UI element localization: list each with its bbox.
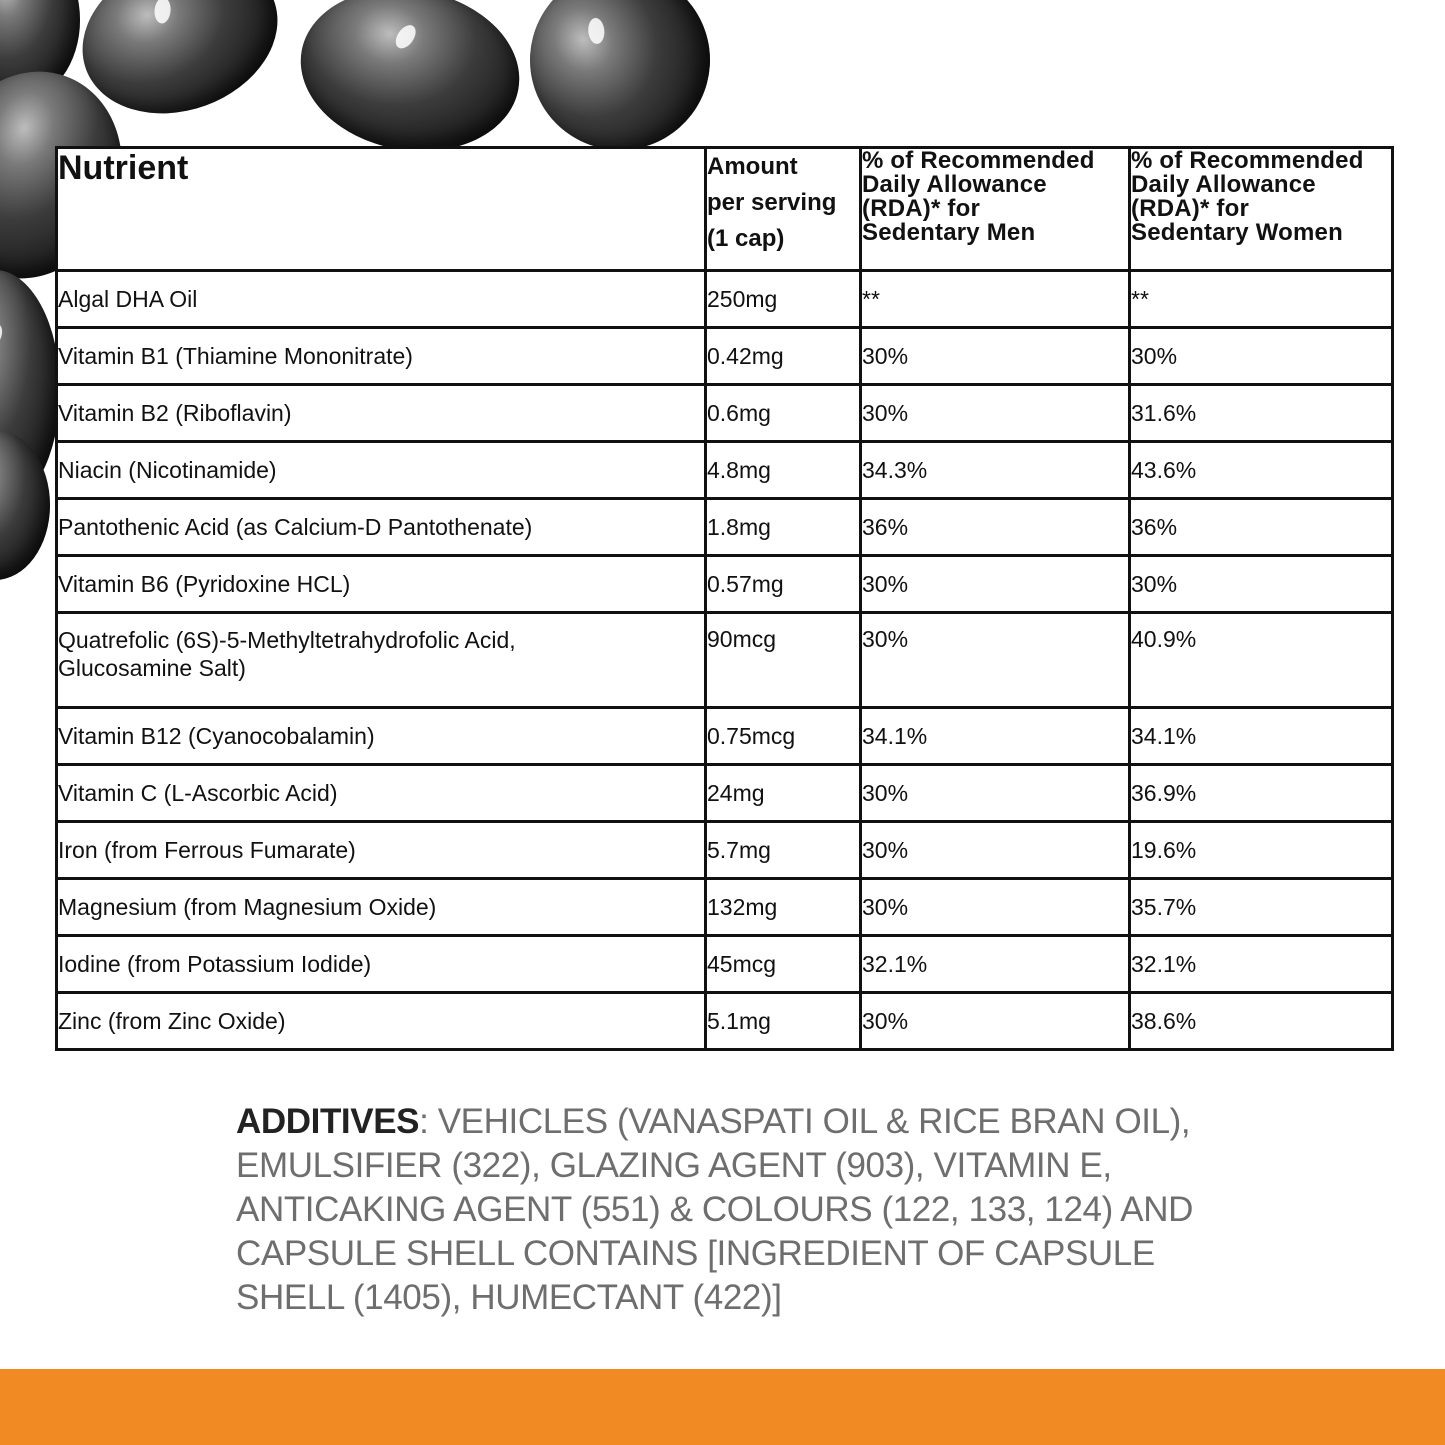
nutrient-cell: Niacin (Nicotinamide) bbox=[57, 442, 706, 499]
rda-men-cell: 36% bbox=[861, 499, 1130, 556]
amount-cell: 45mcg bbox=[706, 936, 861, 993]
rda-women-cell: 34.1% bbox=[1130, 708, 1393, 765]
amount-cell: 5.7mg bbox=[706, 822, 861, 879]
rda-men-cell: 30% bbox=[861, 613, 1130, 708]
nutrient-cell: Iodine (from Potassium Iodide) bbox=[57, 936, 706, 993]
nutrient-cell: Quatrefolic (6S)-5-Methyltetrahydrofolic Acid, Glucosamine Salt) bbox=[57, 613, 706, 708]
nutrient-cell: Magnesium (from Magnesium Oxide) bbox=[57, 879, 706, 936]
table-row bbox=[57, 613, 1393, 708]
header-nutrient: Nutrient bbox=[57, 148, 706, 271]
rda-women-cell: 31.6% bbox=[1130, 385, 1393, 442]
rda-men-cell: 30% bbox=[861, 556, 1130, 613]
rda-women-cell: ** bbox=[1130, 271, 1393, 328]
table-row bbox=[57, 499, 1393, 556]
amount-cell: 0.6mg bbox=[706, 385, 861, 442]
table-row bbox=[57, 271, 1393, 328]
amount-cell: 250mg bbox=[706, 271, 861, 328]
amount-cell: 1.8mg bbox=[706, 499, 861, 556]
table-row bbox=[57, 328, 1393, 385]
nutrient-cell: Zinc (from Zinc Oxide) bbox=[57, 993, 706, 1050]
rda-men-cell: 30% bbox=[861, 879, 1130, 936]
rda-women-cell: 35.7% bbox=[1130, 879, 1393, 936]
table-row bbox=[57, 993, 1393, 1050]
rda-men-cell: 30% bbox=[861, 822, 1130, 879]
table-row bbox=[57, 879, 1393, 936]
nutrient-cell: Vitamin B12 (Cyanocobalamin) bbox=[57, 708, 706, 765]
table-row bbox=[57, 936, 1393, 993]
rda-women-cell: 36% bbox=[1130, 499, 1393, 556]
rda-men-cell: 34.3% bbox=[861, 442, 1130, 499]
rda-women-cell: 19.6% bbox=[1130, 822, 1393, 879]
table-row bbox=[57, 556, 1393, 613]
rda-men-cell: ** bbox=[861, 271, 1130, 328]
amount-cell: 24mg bbox=[706, 765, 861, 822]
rda-women-cell: 36.9% bbox=[1130, 765, 1393, 822]
header-rda-women: % of Recommended Daily Allowance (RDA)* for Sedentary Women bbox=[1130, 148, 1393, 271]
amount-cell: 0.75mcg bbox=[706, 708, 861, 765]
nutrient-cell: Pantothenic Acid (as Calcium-D Pantothenate) bbox=[57, 499, 706, 556]
nutrition-table bbox=[55, 146, 1394, 1051]
rda-men-cell: 30% bbox=[861, 385, 1130, 442]
table-row bbox=[57, 385, 1393, 442]
table-row bbox=[57, 822, 1393, 879]
footer-accent-bar bbox=[0, 1369, 1445, 1445]
amount-cell: 0.57mg bbox=[706, 556, 861, 613]
rda-women-cell: 30% bbox=[1130, 556, 1393, 613]
rda-men-cell: 30% bbox=[861, 993, 1130, 1050]
rda-men-cell: 30% bbox=[861, 765, 1130, 822]
nutrient-cell: Iron (from Ferrous Fumarate) bbox=[57, 822, 706, 879]
table-row bbox=[57, 442, 1393, 499]
rda-women-cell: 43.6% bbox=[1130, 442, 1393, 499]
amount-cell: 90mcg bbox=[706, 613, 861, 708]
additives-text: : VEHICLES (VANASPATI OIL & RICE BRAN OIL), EMULSIFIER (322), GLAZING AGENT (903), VITAMIN E, ANTICAKING AGENT (551) & COLOURS (122, 133, 124) AND CAPSULE SHELL CONTAINS [INGREDIENT OF CAPSULE SHELL (1405), HUMECTANT (422)] bbox=[236, 1102, 1193, 1317]
rda-women-cell: 38.6% bbox=[1130, 993, 1393, 1050]
nutrient-cell: Vitamin B6 (Pyridoxine HCL) bbox=[57, 556, 706, 613]
nutrient-cell: Algal DHA Oil bbox=[57, 271, 706, 328]
additives-note bbox=[236, 1100, 1216, 1320]
nutrient-cell: Vitamin B1 (Thiamine Mononitrate) bbox=[57, 328, 706, 385]
rda-women-cell: 30% bbox=[1130, 328, 1393, 385]
amount-cell: 0.42mg bbox=[706, 328, 861, 385]
rda-men-cell: 30% bbox=[861, 328, 1130, 385]
table-row bbox=[57, 765, 1393, 822]
header-rda-men: % of Recommended Daily Allowance (RDA)* for Sedentary Men bbox=[861, 148, 1130, 271]
rda-men-cell: 34.1% bbox=[861, 708, 1130, 765]
amount-cell: 4.8mg bbox=[706, 442, 861, 499]
amount-cell: 132mg bbox=[706, 879, 861, 936]
header-amount: Amount per serving (1 cap) bbox=[706, 148, 861, 271]
rda-men-cell: 32.1% bbox=[861, 936, 1130, 993]
table-row bbox=[57, 708, 1393, 765]
nutrient-cell: Vitamin B2 (Riboflavin) bbox=[57, 385, 706, 442]
amount-cell: 5.1mg bbox=[706, 993, 861, 1050]
table-header-row bbox=[57, 148, 1393, 271]
additives-label: ADDITIVES bbox=[236, 1102, 420, 1141]
rda-women-cell: 32.1% bbox=[1130, 936, 1393, 993]
rda-women-cell: 40.9% bbox=[1130, 613, 1393, 708]
capsule-image bbox=[288, 0, 532, 168]
nutrient-cell: Vitamin C (L-Ascorbic Acid) bbox=[57, 765, 706, 822]
